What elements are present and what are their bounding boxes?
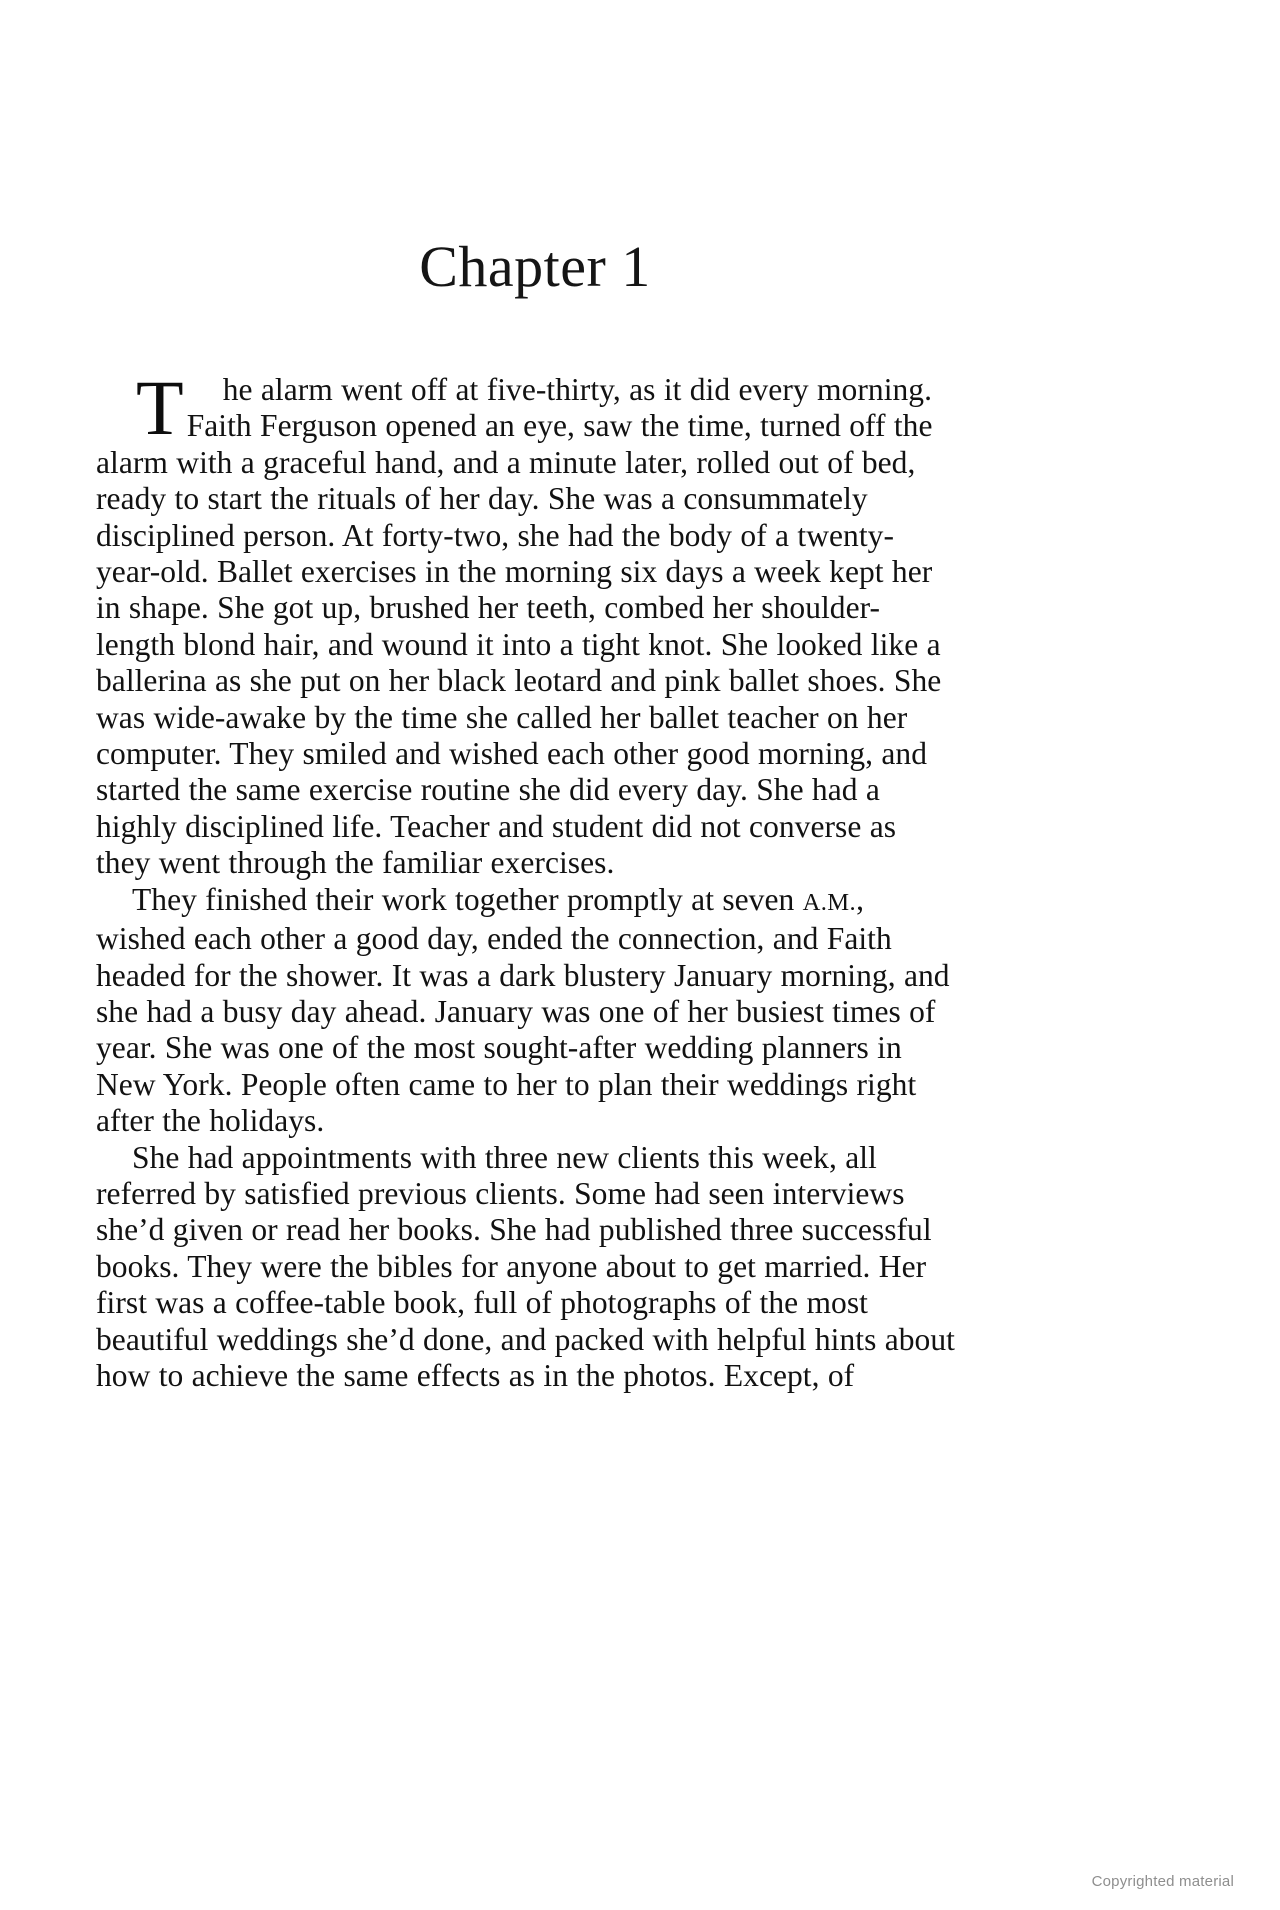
drop-cap-letter: T (136, 364, 184, 451)
small-caps-am: A.M. (802, 888, 857, 916)
copyright-watermark: Copyrighted material (1091, 1873, 1234, 1890)
paragraph-second (96, 882, 958, 1140)
paragraph-second-text-before: They finished their work together promptly at seven (132, 881, 803, 917)
chapter-heading: Chapter 1 (419, 233, 651, 299)
body-text-column (96, 364, 958, 1394)
paragraph-third: She had appointments with three new clients this week, all referred by satisfied previous clients. Some had seen interviews she’d given or read her books. She had published three successful books. They were the bibles for anyone about to get married. Her first was a coffee-table book, full of photographs of the most beautiful weddings she’d done, and packed with helpful hints about how to achieve the same effects as in the photos. Except, of (96, 1139, 955, 1393)
paragraph-second-text-after: , wished each other a good day, ended the connection, and Faith headed for the shower. It was a dark blustery January morning, and she had a busy day ahead. January was one of her busiest times of year. She was one of the most sought-after wedding planners in New York. People often came to her to plan their weddings right after the holidays. (96, 881, 950, 1139)
paragraph-opening (96, 364, 958, 882)
paragraph-opening-text: he alarm went off at five-thirty, as it did every morning. Faith Ferguson opened an eye, saw the time, turned off the alarm with a graceful hand, and a minute later, rolled out of bed, ready to start the rituals of her day. She was a consummately disciplined person. At forty-two, she had the body of a twenty-year-old. Ballet exercises in the morning six days a week kept her in shape. She got up, brushed her teeth, combed her shoulder-length blond hair, and wound it into a tight knot. She looked like a ballerina as she put on her black leotard and pink ballet shoes. She was wide-awake by the time she called her ballet teacher on her computer. They smiled and wished each other good morning, and started the same exercise routine she did every day. She had a highly disciplined life. Teacher and student did not converse as they went through the familiar exercises. (96, 372, 942, 881)
